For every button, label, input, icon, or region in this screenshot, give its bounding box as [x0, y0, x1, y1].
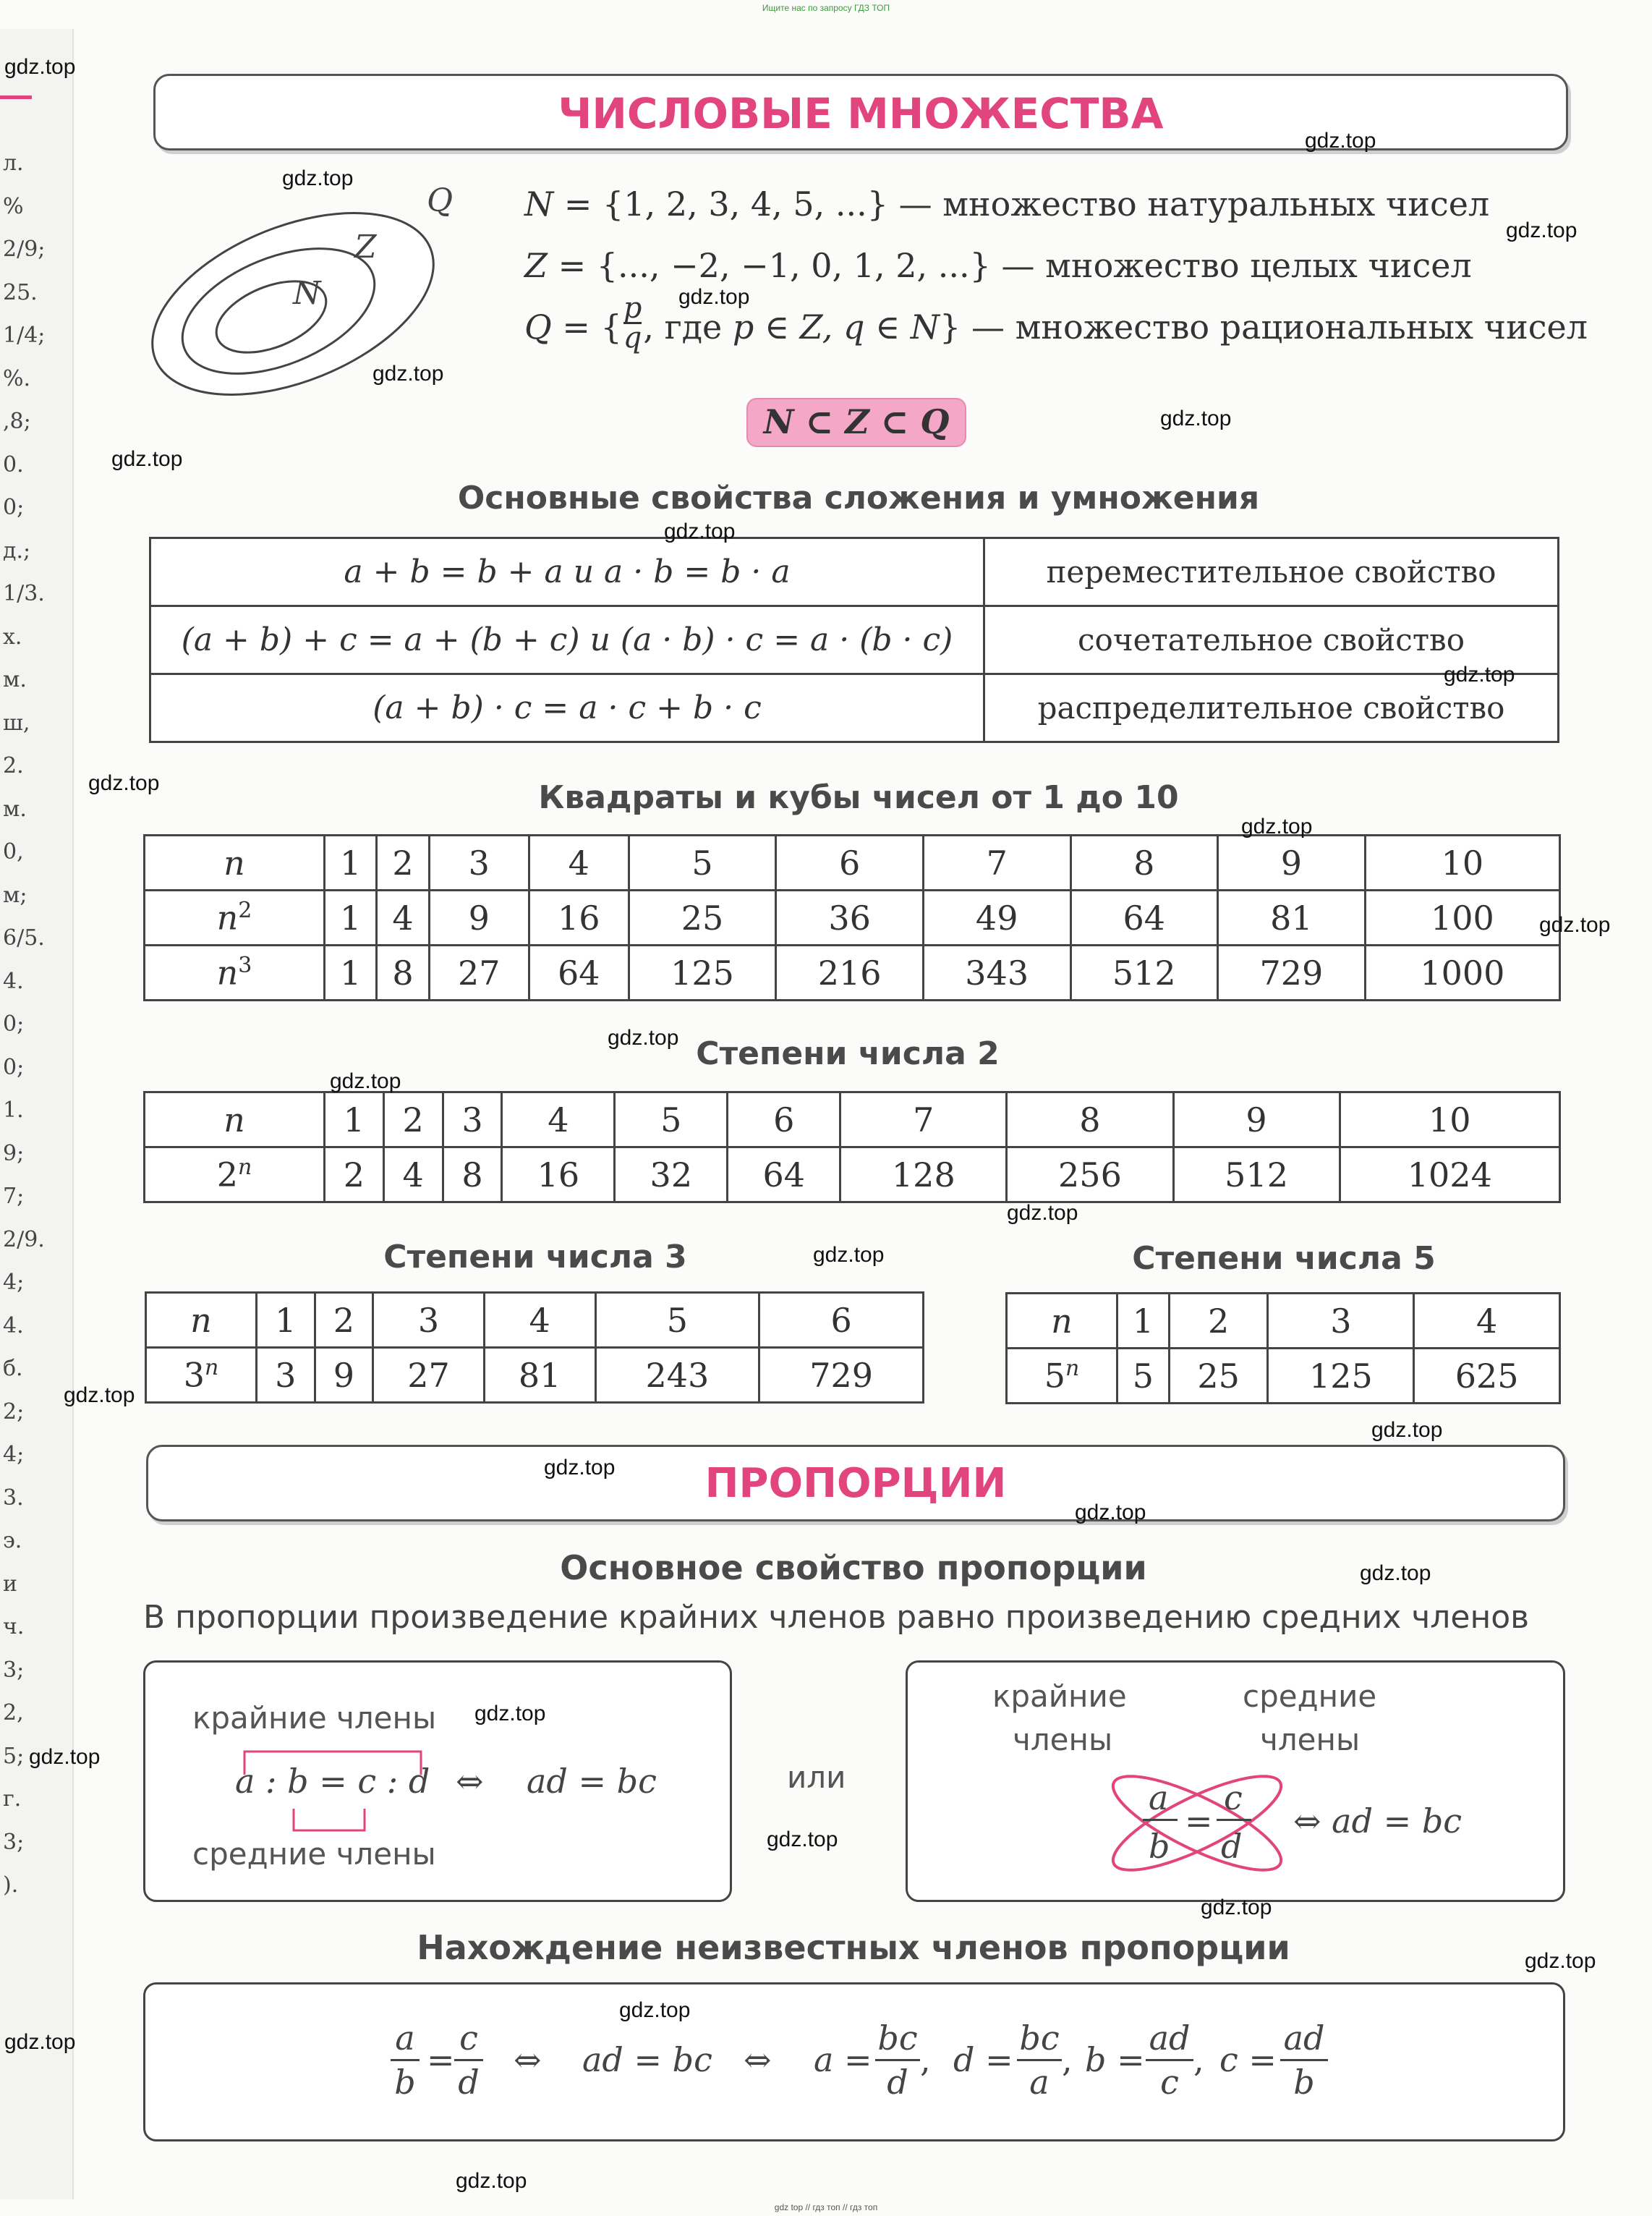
n-cell: 2	[315, 1293, 373, 1348]
venn-label-n: N	[293, 275, 321, 312]
left-strip-fragment: %	[3, 193, 24, 219]
n-cell: 6	[759, 1293, 924, 1348]
left-strip-fragment: 0;	[3, 1011, 25, 1037]
n-cell: 9	[1218, 836, 1366, 891]
left-strip-fragment: 6/5.	[3, 925, 45, 951]
n-squared-cell: 1	[325, 891, 377, 946]
or-label: или	[787, 1759, 846, 1795]
def-natural: N = {1, 2, 3, 4, 5, ...} — множество натуральных чисел	[524, 184, 1490, 224]
left-strip-fragment: 1.	[3, 1098, 24, 1123]
n-cell: 4	[529, 836, 629, 891]
cross-d: d	[1221, 1827, 1243, 1866]
n-cell: 10	[1365, 836, 1559, 891]
left-strip-fragment: х.	[3, 624, 22, 650]
def-integer: Z = {..., −2, −1, 0, 1, 2, ...} — множество целых чисел	[524, 246, 1472, 285]
left-strip-fragment: 1/4;	[3, 323, 46, 348]
left-strip-fragment: 9;	[3, 1140, 25, 1166]
powers2-table	[143, 1091, 1561, 1203]
frac-a-b: a b	[391, 2018, 420, 2102]
left-strip-fragment: 25.	[3, 279, 38, 305]
left-strip-fragment: 1/3.	[3, 581, 45, 606]
cross-eq: =	[1185, 1801, 1213, 1841]
left-strip-fragment: 0;	[3, 1054, 25, 1080]
watermark: gdz.top	[64, 1383, 135, 1407]
n-cell: 3	[429, 836, 529, 891]
table-row	[1007, 1349, 1560, 1404]
left-strip-fragment: 0.	[3, 451, 24, 477]
unknown-eq: =	[427, 2040, 455, 2079]
watermark: gdz.top	[111, 447, 183, 471]
power-of-3-cell: 9	[315, 1348, 373, 1403]
row-label-n: n	[146, 1293, 257, 1348]
watermark: gdz.top	[282, 166, 354, 190]
left-strip-pink-mark	[0, 95, 32, 99]
power-of-5-cell: 625	[1414, 1349, 1560, 1404]
power-of-2-cell: 16	[502, 1147, 615, 1202]
watermark: gdz.top	[29, 1745, 101, 1769]
n-squared-cell: 4	[377, 891, 429, 946]
proportion-statement: В пропорции произведение крайних членов равно произведению средних членов	[143, 1599, 1530, 1636]
left-strip-fragment: 0,	[3, 839, 24, 865]
power-of-2-cell: 2	[325, 1147, 384, 1202]
left-strip-fragment: л.	[3, 150, 24, 176]
n-squared-cell: 64	[1070, 891, 1218, 946]
left-strip-fragment: 4;	[3, 1270, 25, 1295]
properties-table	[149, 537, 1559, 743]
sep-2: ,	[1062, 2040, 1073, 2079]
left-strip-fragment: 2.	[3, 753, 24, 778]
table-row	[145, 836, 1560, 891]
solve-c-lhs: c =	[1219, 2040, 1277, 2079]
left-strip-fragment: 4.	[3, 1312, 24, 1338]
power-of-5-cell: 125	[1268, 1349, 1414, 1404]
powers5-title: Степени числа 5	[1132, 1240, 1436, 1277]
watermark: gdz.top	[1525, 1949, 1596, 1973]
n-squared-cell: 9	[429, 891, 529, 946]
left-strip-fragment: 4;	[3, 1442, 25, 1467]
powers3-table	[145, 1291, 924, 1404]
proportions-title: ПРОПОРЦИИ	[704, 1460, 1007, 1507]
powers5-table	[1005, 1292, 1561, 1404]
n-cell: 8	[1070, 836, 1218, 891]
powers3-title: Степени числа 3	[383, 1239, 687, 1275]
sep-3: ,	[1193, 2040, 1204, 2079]
watermark: gdz.top	[678, 285, 750, 309]
power-of-2-cell: 1024	[1340, 1147, 1559, 1202]
table-row	[150, 674, 1559, 742]
left-strip-fragment: ш,	[3, 710, 30, 736]
frac-c-d: c d	[454, 2018, 483, 2102]
property-formula: a + b = b + a и a · b = b · a	[150, 538, 984, 606]
number-sets-title: ЧИСЛОВЫЕ МНОЖЕСТВА	[558, 89, 1164, 138]
watermark: gdz.top	[1201, 1896, 1272, 1919]
n-cell: 4	[502, 1092, 615, 1147]
left-strip-fragment: м.	[3, 796, 27, 822]
unknown-arrow-2: ⇔	[744, 2040, 772, 2079]
table-row	[150, 538, 1559, 606]
sep-1: ,	[920, 2040, 931, 2079]
n-cell: 7	[840, 1092, 1007, 1147]
proportion-main-title: Основное свойство пропорции	[560, 1548, 1147, 1587]
watermark: gdz.top	[1444, 663, 1515, 687]
unknown-product: ad = bc	[582, 2040, 712, 2079]
left-strip-fragment: д.;	[3, 538, 31, 564]
property-name: сочетательное свойство	[984, 606, 1559, 674]
inclusion-badge	[746, 398, 966, 447]
watermark: gdz.top	[1075, 1500, 1146, 1524]
middle-label-l1: средние	[1243, 1678, 1377, 1714]
n-squared-cell: 81	[1218, 891, 1366, 946]
row-label-n-cubed: $n^3$	[145, 946, 325, 1001]
power-of-3-cell: 729	[759, 1348, 924, 1403]
left-strip-fragment: 2;	[3, 1398, 25, 1425]
left-strip-fragment: 3;	[3, 1829, 25, 1855]
watermark: gdz.top	[544, 1456, 616, 1480]
watermark: gdz.top	[1371, 1418, 1443, 1442]
left-strip-fragment: и	[3, 1571, 17, 1597]
n-cubed-cell: 125	[629, 946, 776, 1001]
n-cell: 10	[1340, 1092, 1559, 1147]
table-row	[150, 606, 1559, 674]
watermark: gdz.top	[456, 2169, 527, 2193]
solve-d-lhs: d =	[953, 2040, 1013, 2079]
squares-cubes-title: Квадраты и кубы чисел от 1 до 10	[538, 779, 1179, 816]
watermark: gdz.top	[330, 1069, 401, 1093]
watermark: gdz.top	[767, 1827, 838, 1851]
property-name: переместительное свойство	[984, 538, 1559, 606]
n-cell: 4	[484, 1293, 595, 1348]
n-cell: 3	[443, 1092, 502, 1147]
table-row	[146, 1293, 924, 1348]
left-strip-fragment: 3.	[3, 1485, 24, 1511]
watermark: gdz.top	[4, 2030, 76, 2054]
cross-b: b	[1149, 1827, 1170, 1866]
n-cell: 9	[1173, 1092, 1340, 1147]
n-squared-cell: 16	[529, 891, 629, 946]
left-strip-fragment: 2/9;	[3, 237, 46, 262]
n-cell: 7	[923, 836, 1070, 891]
solve-d-frac: bc a	[1017, 2018, 1062, 2102]
n-cell: 2	[383, 1092, 443, 1147]
solve-a-lhs: a =	[814, 2040, 872, 2079]
n-cubed-cell: 343	[923, 946, 1070, 1001]
n-cell: 1	[325, 1092, 384, 1147]
watermark: gdz.top	[608, 1026, 679, 1050]
n-cell: 3	[373, 1293, 485, 1348]
cross-frac-line-right	[1217, 1819, 1251, 1821]
row-label-power: 2$^n$	[145, 1147, 325, 1202]
n-cubed-cell: 1000	[1365, 946, 1559, 1001]
n-cubed-cell: 729	[1218, 946, 1366, 1001]
power-of-5-cell: 5	[1117, 1349, 1170, 1404]
middle-label-l2: члены	[1260, 1722, 1361, 1757]
left-strip-fragment: 7;	[3, 1184, 25, 1209]
n-cell: 6	[776, 836, 924, 891]
proportions-banner	[146, 1445, 1565, 1521]
proportion-equiv-arrow: ⇔	[456, 1762, 484, 1801]
table-row	[146, 1348, 924, 1403]
left-strip-fragment: ,8;	[3, 409, 31, 434]
row-label-power: 3$^n$	[146, 1348, 257, 1403]
middle-bracket	[289, 1809, 369, 1835]
left-strip-fragment: %.	[3, 365, 31, 391]
left-strip-fragment: 4.	[3, 968, 24, 994]
extreme-label-l1: крайние	[992, 1678, 1127, 1714]
solve-b-lhs: b =	[1085, 2040, 1145, 2079]
power-of-3-cell: 243	[595, 1348, 759, 1403]
power-of-2-cell: 4	[383, 1147, 443, 1202]
power-of-2-cell: 32	[615, 1147, 728, 1202]
inclusion-text: N ⊂ Z ⊂ Q	[763, 402, 950, 441]
left-strip-fragment: м;	[3, 882, 27, 908]
row-label-power: 5$^n$	[1007, 1349, 1117, 1404]
n-cubed-cell: 512	[1070, 946, 1218, 1001]
properties-title: Основные свойства сложения и умножения	[457, 480, 1260, 517]
watermark: gdz.top	[1506, 218, 1578, 242]
solve-a-frac: bc d	[875, 2018, 920, 2102]
def-rational: Q = { $\frac{p}{q}$ , где p ∈ Z, q ∈ N} — множество рациональных чисел	[524, 291, 1588, 355]
powers2-title: Степени числа 2	[696, 1035, 1000, 1072]
n-cell: 8	[1007, 1092, 1173, 1147]
power-of-3-cell: 3	[257, 1348, 315, 1403]
left-strip-fragment: 2,	[3, 1700, 24, 1725]
proportion-result: ad = bc	[527, 1762, 657, 1801]
watermark: gdz.top	[1160, 407, 1232, 430]
n-cubed-cell: 216	[776, 946, 924, 1001]
n-cell: 1	[325, 836, 377, 891]
n-cell: 1	[257, 1293, 315, 1348]
property-formula: (a + b) · c = a · c + b · c	[150, 674, 984, 742]
watermark: gdz.top	[4, 55, 76, 79]
power-of-2-cell: 128	[840, 1147, 1007, 1202]
solve-c-frac: ad b	[1280, 2018, 1328, 2102]
n-cubed-cell: 1	[325, 946, 377, 1001]
watermark: gdz.top	[88, 771, 160, 795]
watermark: gdz.top	[1007, 1201, 1078, 1225]
n-cell: 5	[629, 836, 776, 891]
n-cell: 5	[615, 1092, 728, 1147]
left-strip-fragment: ч.	[3, 1614, 25, 1639]
power-of-2-cell: 512	[1173, 1147, 1340, 1202]
n-cell: 1	[1117, 1294, 1170, 1349]
row-label-n: n	[1007, 1294, 1117, 1349]
power-of-2-cell: 64	[728, 1147, 840, 1202]
n-cell: 5	[595, 1293, 759, 1348]
cross-c: c	[1224, 1778, 1243, 1817]
squares-cubes-table	[143, 834, 1561, 1001]
n-squared-cell: 36	[776, 891, 924, 946]
left-strip-fragment: 5;	[3, 1743, 25, 1769]
table-row	[145, 1092, 1560, 1147]
top-search-note: Ищите нас по запросу ГДЗ ТОП	[762, 3, 890, 13]
left-strip-fragment: 3;	[3, 1657, 25, 1683]
power-of-2-cell: 8	[443, 1147, 502, 1202]
n-cell: 2	[1169, 1294, 1268, 1349]
left-strip-fragment: м.	[3, 667, 27, 692]
venn-label-z: Z	[354, 229, 377, 266]
left-strip-fragment: б.	[3, 1356, 23, 1381]
left-strip-fragment: г.	[3, 1786, 22, 1812]
property-formula: (a + b) + c = a + (b + c) и (a · b) · c = a · (b · c)	[150, 606, 984, 674]
n-cubed-cell: 8	[377, 946, 429, 1001]
bottom-footer-note: gdz top // гдз топ // гдз топ	[774, 2202, 878, 2212]
watermark: gdz.top	[372, 362, 444, 386]
left-strip-fragment: э.	[3, 1528, 22, 1553]
unknown-arrow-1: ⇔	[514, 2040, 542, 2079]
watermark: gdz.top	[664, 519, 736, 543]
n-squared-cell: 49	[923, 891, 1070, 946]
row-label-n: n	[145, 1092, 325, 1147]
cross-result: ⇔ ad = bc	[1293, 1801, 1462, 1841]
n-cell: 4	[1414, 1294, 1560, 1349]
n-squared-cell: 100	[1365, 891, 1559, 946]
watermark: gdz.top	[474, 1702, 546, 1725]
watermark: gdz.top	[1539, 913, 1611, 937]
property-name: распределительное свойство	[984, 674, 1559, 742]
proportion-formula: a : b = c : d	[235, 1762, 430, 1801]
cross-frac-line-left	[1143, 1819, 1178, 1821]
solve-b-frac: ad c	[1146, 2018, 1193, 2102]
power-of-3-cell: 81	[484, 1348, 595, 1403]
power-of-2-cell: 256	[1007, 1147, 1173, 1202]
unknown-terms-title: Нахождение неизвестных членов пропорции	[417, 1928, 1290, 1967]
table-row	[145, 1147, 1560, 1202]
extreme-label-l2: члены	[1013, 1722, 1113, 1757]
power-of-3-cell: 27	[373, 1348, 485, 1403]
left-strip-fragment: 0;	[3, 495, 25, 520]
row-label-n-squared: $n^2$	[145, 891, 325, 946]
row-label-n: n	[145, 836, 325, 891]
n-cell: 3	[1268, 1294, 1414, 1349]
n-cell: 6	[728, 1092, 840, 1147]
left-strip-fragment: ).	[3, 1872, 19, 1898]
power-of-5-cell: 25	[1169, 1349, 1268, 1404]
n-squared-cell: 25	[629, 891, 776, 946]
watermark: gdz.top	[619, 1998, 691, 2022]
watermark: gdz.top	[1305, 129, 1376, 153]
table-row	[1007, 1294, 1560, 1349]
n-cubed-cell: 27	[429, 946, 529, 1001]
cross-a: a	[1149, 1778, 1169, 1817]
left-strip-fragment: 2/9.	[3, 1226, 45, 1252]
watermark: gdz.top	[813, 1243, 885, 1267]
venn-label-q: Q	[427, 182, 454, 219]
left-page-strip	[0, 29, 74, 2199]
n-cell: 2	[377, 836, 429, 891]
middle-terms-label: средние члены	[192, 1836, 436, 1872]
extreme-terms-label: крайние члены	[192, 1700, 437, 1736]
watermark: gdz.top	[1241, 815, 1313, 839]
watermark: gdz.top	[1360, 1561, 1431, 1585]
table-row	[145, 891, 1560, 946]
n-cubed-cell: 64	[529, 946, 629, 1001]
table-row	[145, 946, 1560, 1001]
